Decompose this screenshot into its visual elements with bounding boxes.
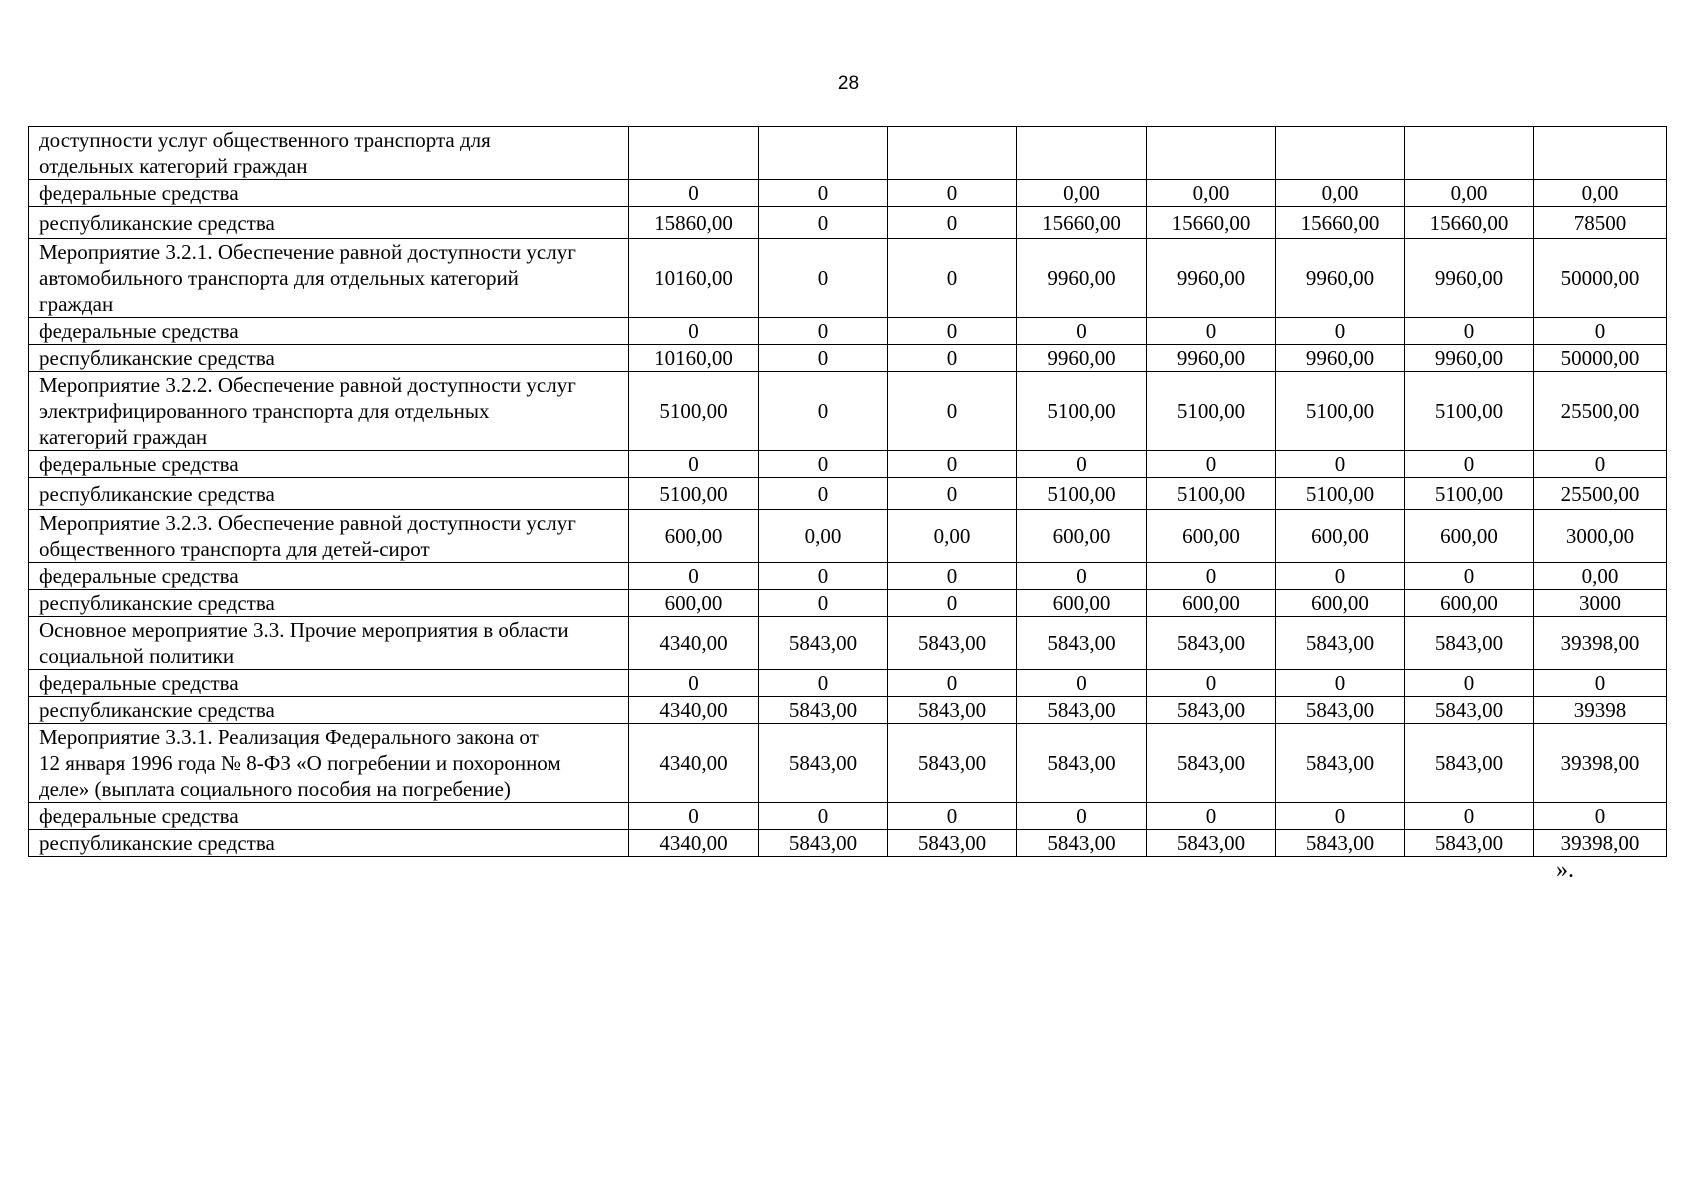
value-cell: 600,00 (1017, 510, 1147, 563)
row-label: республиканские средства (29, 830, 629, 857)
value-cell: 5843,00 (1147, 724, 1276, 803)
value-cell: 15660,00 (1017, 207, 1147, 239)
value-cell: 0 (1147, 670, 1276, 697)
value-cell: 25500,00 (1534, 372, 1667, 451)
value-cell: 0 (888, 180, 1017, 207)
value-cell: 0 (888, 318, 1017, 345)
value-cell: 9960,00 (1405, 345, 1534, 372)
value-cell: 0,00 (1405, 180, 1534, 207)
value-cell: 0 (629, 451, 759, 478)
value-cell: 0,00 (759, 510, 888, 563)
table-row (29, 563, 1667, 590)
row-label: доступности услуг общественного транспорта для отдельных категорий граждан (29, 127, 629, 180)
value-cell: 50000,00 (1534, 239, 1667, 318)
value-cell: 5100,00 (1147, 372, 1276, 451)
value-cell: 0 (759, 563, 888, 590)
value-cell: 5843,00 (1147, 697, 1276, 724)
value-cell: 5100,00 (1405, 478, 1534, 510)
value-cell: 0 (888, 372, 1017, 451)
value-cell: 0,00 (1147, 180, 1276, 207)
value-cell: 0,00 (888, 510, 1017, 563)
value-cell: 3000 (1534, 590, 1667, 617)
row-label: республиканские средства (29, 590, 629, 617)
row-label: федеральные средства (29, 803, 629, 830)
value-cell: 0 (759, 478, 888, 510)
row-label: Основное мероприятие 3.3. Прочие мероприятия в области социальной политики (29, 617, 629, 670)
value-cell: 0 (1405, 451, 1534, 478)
value-cell: 0,00 (1534, 180, 1667, 207)
row-label: федеральные средства (29, 563, 629, 590)
value-cell: 5100,00 (1017, 372, 1147, 451)
table-row (29, 670, 1667, 697)
value-cell: 0 (1147, 803, 1276, 830)
value-cell: 600,00 (1276, 590, 1405, 617)
value-cell: 4340,00 (629, 697, 759, 724)
value-cell: 5843,00 (1276, 697, 1405, 724)
value-cell: 78500 (1534, 207, 1667, 239)
value-cell: 0 (1534, 803, 1667, 830)
value-cell: 5100,00 (629, 478, 759, 510)
value-cell: 0 (1017, 563, 1147, 590)
value-cell: 4340,00 (629, 724, 759, 803)
value-cell: 5843,00 (1405, 617, 1534, 670)
value-cell: 5100,00 (1276, 372, 1405, 451)
value-cell: 0 (888, 563, 1017, 590)
value-cell: 25500,00 (1534, 478, 1667, 510)
table-row (29, 127, 1667, 180)
row-label: федеральные средства (29, 451, 629, 478)
value-cell: 600,00 (1147, 510, 1276, 563)
value-cell: 39398 (1534, 697, 1667, 724)
value-cell: 0 (1147, 318, 1276, 345)
value-cell: 600,00 (1405, 590, 1534, 617)
value-cell: 0 (759, 180, 888, 207)
value-cell: 5100,00 (629, 372, 759, 451)
value-cell: 9960,00 (1017, 239, 1147, 318)
value-cell: 5843,00 (1276, 724, 1405, 803)
value-cell: 600,00 (629, 510, 759, 563)
table-row (29, 803, 1667, 830)
value-cell: 10160,00 (629, 345, 759, 372)
value-cell: 600,00 (629, 590, 759, 617)
value-cell: 0 (759, 372, 888, 451)
value-cell: 0 (1017, 803, 1147, 830)
value-cell: 0 (1534, 670, 1667, 697)
value-cell: 0,00 (1534, 563, 1667, 590)
value-cell: 5843,00 (759, 830, 888, 857)
value-cell: 5843,00 (1405, 724, 1534, 803)
value-cell: 0 (1405, 563, 1534, 590)
value-cell: 0 (629, 318, 759, 345)
value-cell: 0 (1534, 318, 1667, 345)
value-cell: 5843,00 (1276, 617, 1405, 670)
value-cell: 5843,00 (1276, 830, 1405, 857)
value-cell: 0 (759, 803, 888, 830)
value-cell (888, 127, 1017, 180)
closing-quote-mark: ». (1556, 857, 1574, 883)
value-cell (1534, 127, 1667, 180)
value-cell: 0 (1405, 318, 1534, 345)
value-cell: 0 (1017, 318, 1147, 345)
value-cell: 9960,00 (1147, 239, 1276, 318)
value-cell: 600,00 (1405, 510, 1534, 563)
value-cell: 5100,00 (1147, 478, 1276, 510)
value-cell: 0 (1405, 670, 1534, 697)
table-row (29, 510, 1667, 563)
table-row (29, 207, 1667, 239)
row-label: республиканские средства (29, 478, 629, 510)
value-cell: 0,00 (1017, 180, 1147, 207)
table-row (29, 724, 1667, 803)
value-cell: 0 (1276, 803, 1405, 830)
value-cell: 39398,00 (1534, 830, 1667, 857)
value-cell: 0 (888, 590, 1017, 617)
value-cell: 0 (1017, 451, 1147, 478)
value-cell: 0,00 (1276, 180, 1405, 207)
value-cell: 600,00 (1147, 590, 1276, 617)
value-cell (1147, 127, 1276, 180)
value-cell: 0 (629, 180, 759, 207)
row-label: Мероприятие 3.2.2. Обеспечение равной доступности услуг электрифицированного транспорта для отдельных категорий граждан (29, 372, 629, 451)
value-cell: 15660,00 (1276, 207, 1405, 239)
value-cell: 0 (888, 239, 1017, 318)
value-cell: 5843,00 (1405, 830, 1534, 857)
row-label: федеральные средства (29, 318, 629, 345)
row-label: федеральные средства (29, 180, 629, 207)
value-cell: 600,00 (1017, 590, 1147, 617)
value-cell: 5100,00 (1017, 478, 1147, 510)
value-cell: 0 (888, 803, 1017, 830)
value-cell (1276, 127, 1405, 180)
value-cell: 9960,00 (1147, 345, 1276, 372)
value-cell (759, 127, 888, 180)
value-cell: 0 (629, 563, 759, 590)
value-cell (1017, 127, 1147, 180)
value-cell: 0 (1534, 451, 1667, 478)
value-cell: 5843,00 (1147, 830, 1276, 857)
value-cell: 9960,00 (1276, 345, 1405, 372)
value-cell: 39398,00 (1534, 724, 1667, 803)
table-row (29, 318, 1667, 345)
row-label: республиканские средства (29, 345, 629, 372)
row-label: республиканские средства (29, 207, 629, 239)
row-label: республиканские средства (29, 697, 629, 724)
value-cell: 3000,00 (1534, 510, 1667, 563)
value-cell: 0 (1276, 451, 1405, 478)
value-cell: 0 (759, 239, 888, 318)
value-cell: 0 (629, 670, 759, 697)
value-cell: 5843,00 (888, 724, 1017, 803)
value-cell: 0 (888, 207, 1017, 239)
value-cell: 5100,00 (1276, 478, 1405, 510)
value-cell: 5843,00 (759, 697, 888, 724)
value-cell: 4340,00 (629, 617, 759, 670)
value-cell: 0 (1147, 451, 1276, 478)
value-cell: 39398,00 (1534, 617, 1667, 670)
value-cell: 5843,00 (1017, 830, 1147, 857)
table-row (29, 697, 1667, 724)
value-cell: 5843,00 (1405, 697, 1534, 724)
value-cell: 0 (1405, 803, 1534, 830)
value-cell: 0 (759, 345, 888, 372)
table-row (29, 180, 1667, 207)
table-row (29, 830, 1667, 857)
value-cell: 15860,00 (629, 207, 759, 239)
value-cell: 5843,00 (1017, 724, 1147, 803)
value-cell: 9960,00 (1276, 239, 1405, 318)
row-label: Мероприятие 3.2.3. Обеспечение равной доступности услуг общественного транспорта для детей-сирот (29, 510, 629, 563)
value-cell: 0 (1276, 318, 1405, 345)
table-row (29, 451, 1667, 478)
value-cell: 0 (888, 345, 1017, 372)
value-cell: 15660,00 (1147, 207, 1276, 239)
value-cell: 0 (629, 803, 759, 830)
value-cell: 5843,00 (1017, 617, 1147, 670)
value-cell (1405, 127, 1534, 180)
value-cell: 0 (1017, 670, 1147, 697)
value-cell: 0 (759, 318, 888, 345)
value-cell: 5100,00 (1405, 372, 1534, 451)
row-label: Мероприятие 3.2.1. Обеспечение равной доступности услуг автомобильного транспорта для отдельных категорий граждан (29, 239, 629, 318)
value-cell: 5843,00 (888, 617, 1017, 670)
value-cell: 0 (759, 207, 888, 239)
value-cell: 0 (1276, 563, 1405, 590)
value-cell: 4340,00 (629, 830, 759, 857)
value-cell: 0 (759, 670, 888, 697)
value-cell: 0 (888, 451, 1017, 478)
page-number: 28 (837, 73, 860, 94)
value-cell: 5843,00 (1147, 617, 1276, 670)
table-row (29, 617, 1667, 670)
table-row (29, 372, 1667, 451)
value-cell: 600,00 (1276, 510, 1405, 563)
value-cell: 0 (1276, 670, 1405, 697)
value-cell: 5843,00 (759, 724, 888, 803)
value-cell: 0 (759, 590, 888, 617)
value-cell: 9960,00 (1405, 239, 1534, 318)
table-row (29, 590, 1667, 617)
value-cell: 0 (888, 670, 1017, 697)
table-row (29, 478, 1667, 510)
budget-table (28, 126, 1667, 857)
value-cell: 9960,00 (1017, 345, 1147, 372)
table-row (29, 345, 1667, 372)
value-cell: 5843,00 (1017, 697, 1147, 724)
value-cell (629, 127, 759, 180)
value-cell: 15660,00 (1405, 207, 1534, 239)
value-cell: 5843,00 (888, 697, 1017, 724)
value-cell: 0 (888, 478, 1017, 510)
value-cell: 50000,00 (1534, 345, 1667, 372)
value-cell: 0 (759, 451, 888, 478)
value-cell: 5843,00 (759, 617, 888, 670)
row-label: Мероприятие 3.3.1. Реализация Федерального закона от 12 января 1996 года № 8-ФЗ «О погребении и похоронном деле» (выплата социального пособия на погребение) (29, 724, 629, 803)
value-cell: 10160,00 (629, 239, 759, 318)
value-cell: 5843,00 (888, 830, 1017, 857)
table-row (29, 239, 1667, 318)
value-cell: 0 (1147, 563, 1276, 590)
row-label: федеральные средства (29, 670, 629, 697)
